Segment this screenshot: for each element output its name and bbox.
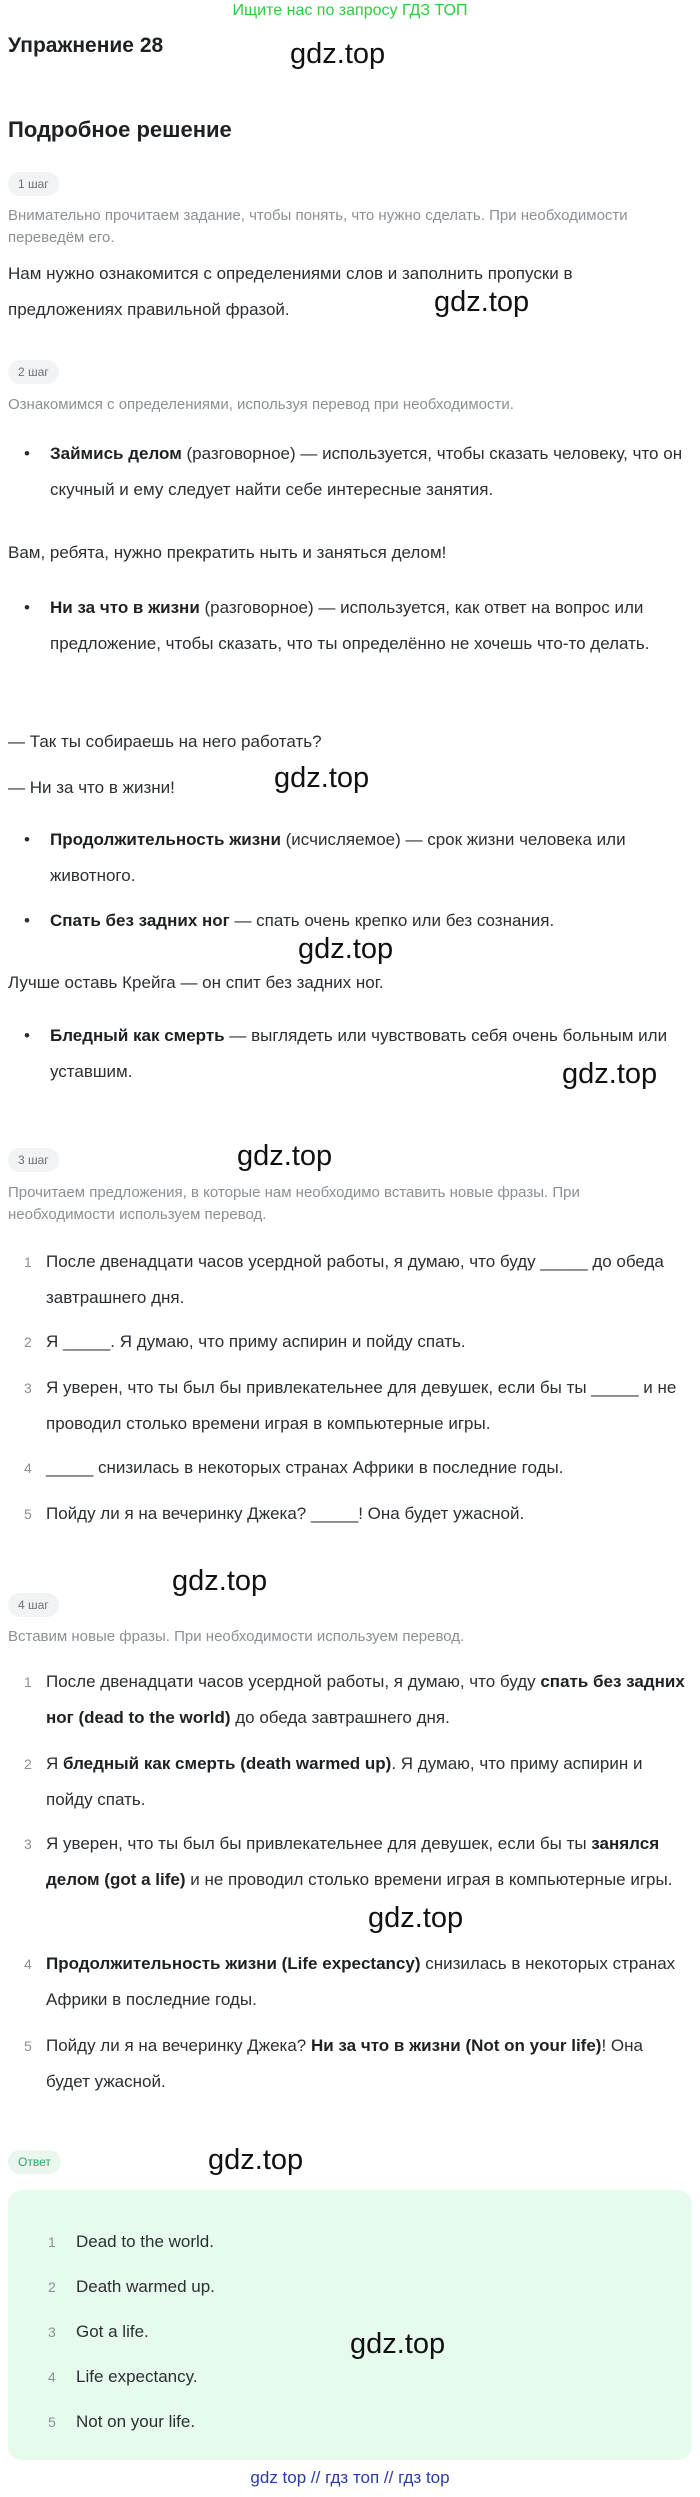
example-text: — Ни за что в жизни! <box>8 778 175 797</box>
step3-note: Прочитаем предложения, в которые нам необходимо вставить новые фразы. При необходимости используем перевод. <box>8 1184 580 1223</box>
step2-note: Ознакомимся с определениями, используя перевод при необходимости. <box>8 396 514 413</box>
step-badge-1: 1 шаг <box>8 172 59 196</box>
item-number: 2 <box>48 2279 56 2295</box>
answer-badge: Ответ <box>8 2150 61 2174</box>
inserted-phrase: бледный как смерть (death warmed up) <box>63 1754 392 1773</box>
step1-text: Нам нужно ознакомится с определениями слов и заполнить пропуски в предложениях правильной фразой. <box>8 264 573 319</box>
item-number: 4 <box>24 1956 32 1972</box>
definition-term: Ни за что в жизни <box>50 598 200 617</box>
sentence-text: Пойду ли я на вечеринку Джека? _____! Она будет ужасной. <box>46 1504 525 1523</box>
item-number: 1 <box>24 1674 32 1690</box>
step-badge-4: 4 шаг <box>8 1593 59 1617</box>
item-number: 2 <box>24 1756 32 1772</box>
watermark: gdz.top <box>274 762 370 794</box>
inserted-phrase: Ни за что в жизни (Not on your life) <box>310 2036 602 2055</box>
watermark: gdz.top <box>290 38 386 70</box>
answer-item <box>48 2365 198 2389</box>
watermark: gdz.top <box>208 2144 304 2176</box>
sentence-part: ! Она будет ужасной. <box>46 2036 643 2091</box>
filled-sentence-item <box>24 1946 690 2018</box>
sentence-part: и не проводил столько времени играя в компьютерные игры. <box>185 1870 673 1889</box>
example-text: Лучше оставь Крейга — он спит без задних ног. <box>8 973 384 992</box>
filled-sentence-item <box>24 1746 690 1818</box>
sentence-item <box>24 1324 690 1360</box>
sentence-part: Я <box>46 1754 63 1773</box>
sentence-part: Я уверен, что ты был бы привлекательнее для девушек, если бы ты <box>46 1834 592 1853</box>
answer-text: Dead to the world. <box>76 2232 214 2251</box>
watermark: gdz.top <box>172 1565 268 1597</box>
sentence-part: . Я думаю, что приму аспирин и пойду спать. <box>46 1754 643 1809</box>
definition-term: Бледный как смерть <box>50 1026 225 1045</box>
step-badge-2: 2 шаг <box>8 360 59 384</box>
exercise-title: Упражнение 28 <box>8 34 164 57</box>
watermark: gdz.top <box>368 1902 464 1934</box>
item-number: 1 <box>24 1254 32 1270</box>
definition-text: — выглядеть или чувствовать себя очень больным или уставшим. <box>50 1026 668 1081</box>
answer-text: Death warmed up. <box>76 2277 215 2296</box>
step1-note: Внимательно прочитаем задание, чтобы понять, что нужно сделать. При необходимости переведём его. <box>8 207 628 246</box>
example-text: Вам, ребята, нужно прекратить ныть и заняться делом! <box>8 543 447 562</box>
definition-item <box>26 822 692 894</box>
definition-term: Займись делом <box>50 444 182 463</box>
definition-text: (исчисляемое) — срок жизни человека или животного. <box>50 830 626 885</box>
item-number: 5 <box>48 2414 56 2430</box>
item-number: 5 <box>24 2038 32 2054</box>
definition-item <box>26 590 692 662</box>
watermark: gdz.top <box>350 2328 446 2360</box>
answer-item <box>48 2410 195 2434</box>
sentence-item <box>24 1370 690 1442</box>
section-title: Подробное решение <box>8 117 232 142</box>
answer-box <box>8 2190 692 2460</box>
sentence-text: Я _____. Я думаю, что приму аспирин и пойду спать. <box>46 1332 466 1351</box>
filled-sentence-item <box>24 2028 690 2100</box>
definition-term: Продолжительность жизни <box>50 830 281 849</box>
example-text: — Так ты собираешь на него работать? <box>8 732 322 751</box>
inserted-phrase: занялся делом (got a life) <box>46 1834 660 1889</box>
definition-term: Спать без задних ног <box>50 911 230 930</box>
filled-sentence-item <box>24 1664 690 1736</box>
sentence-text: Я уверен, что ты был бы привлекательнее для девушек, если бы ты _____ и не проводил столько времени играя в компьютерные игры. <box>46 1378 677 1433</box>
watermark: gdz.top <box>562 1058 658 1090</box>
definition-item <box>26 436 692 508</box>
item-number: 3 <box>48 2324 56 2340</box>
inserted-phrase: Продолжительность жизни (Life expectancy) <box>46 1954 421 1973</box>
answer-item <box>48 2275 215 2299</box>
item-number: 1 <box>48 2234 56 2250</box>
sentence-part: снизилась в некоторых странах Африки в последние годы. <box>46 1954 676 2009</box>
item-number: 4 <box>24 1460 32 1476</box>
inserted-phrase: спать без задних ног (dead to the world) <box>46 1672 685 1727</box>
item-number: 3 <box>24 1380 32 1396</box>
sentence-text: После двенадцати часов усердной работы, я думаю, что буду _____ до обеда завтрашнего дня. <box>46 1252 664 1307</box>
step-badge-3: 3 шаг <box>8 1148 59 1172</box>
watermark: gdz.top <box>298 933 394 965</box>
sentence-part: После двенадцати часов усердной работы, я думаю, что буду <box>46 1672 541 1691</box>
item-number: 2 <box>24 1334 32 1350</box>
answer-text: Got a life. <box>76 2322 149 2341</box>
sentence-part: Пойду ли я на вечеринку Джека? <box>46 2036 311 2055</box>
answer-item <box>48 2320 149 2344</box>
item-number: 4 <box>48 2369 56 2385</box>
watermark: gdz.top <box>434 286 530 318</box>
footer-links[interactable]: gdz top // гдз топ // гдз top <box>250 2468 450 2487</box>
answer-text: Life expectancy. <box>76 2367 198 2386</box>
filled-sentence-item <box>24 1826 690 1898</box>
sentence-item <box>24 1450 690 1486</box>
step4-note: Вставим новые фразы. При необходимости используем перевод. <box>8 1628 465 1645</box>
item-number: 3 <box>24 1836 32 1852</box>
search-banner[interactable]: Ищите нас по запросу ГДЗ ТОП <box>232 2 468 19</box>
sentence-part: до обеда завтрашнего дня. <box>230 1708 450 1727</box>
sentence-item <box>24 1244 690 1316</box>
answer-item <box>48 2230 214 2254</box>
sentence-text: _____ снизилась в некоторых странах Африки в последние годы. <box>46 1458 564 1477</box>
answer-text: Not on your life. <box>76 2412 196 2431</box>
definition-text: (разговорное) — используется, чтобы сказать человеку, что он скучный и ему следует найти себе интересные занятия. <box>50 444 683 499</box>
definition-text: — спать очень крепко или без сознания. <box>229 911 555 930</box>
watermark: gdz.top <box>237 1140 333 1172</box>
item-number: 5 <box>24 1506 32 1522</box>
sentence-item <box>24 1496 690 1532</box>
definition-text: (разговорное) — используется, как ответ на вопрос или предложение, чтобы сказать, что ты определённо не хочешь что-то делать. <box>50 598 650 653</box>
